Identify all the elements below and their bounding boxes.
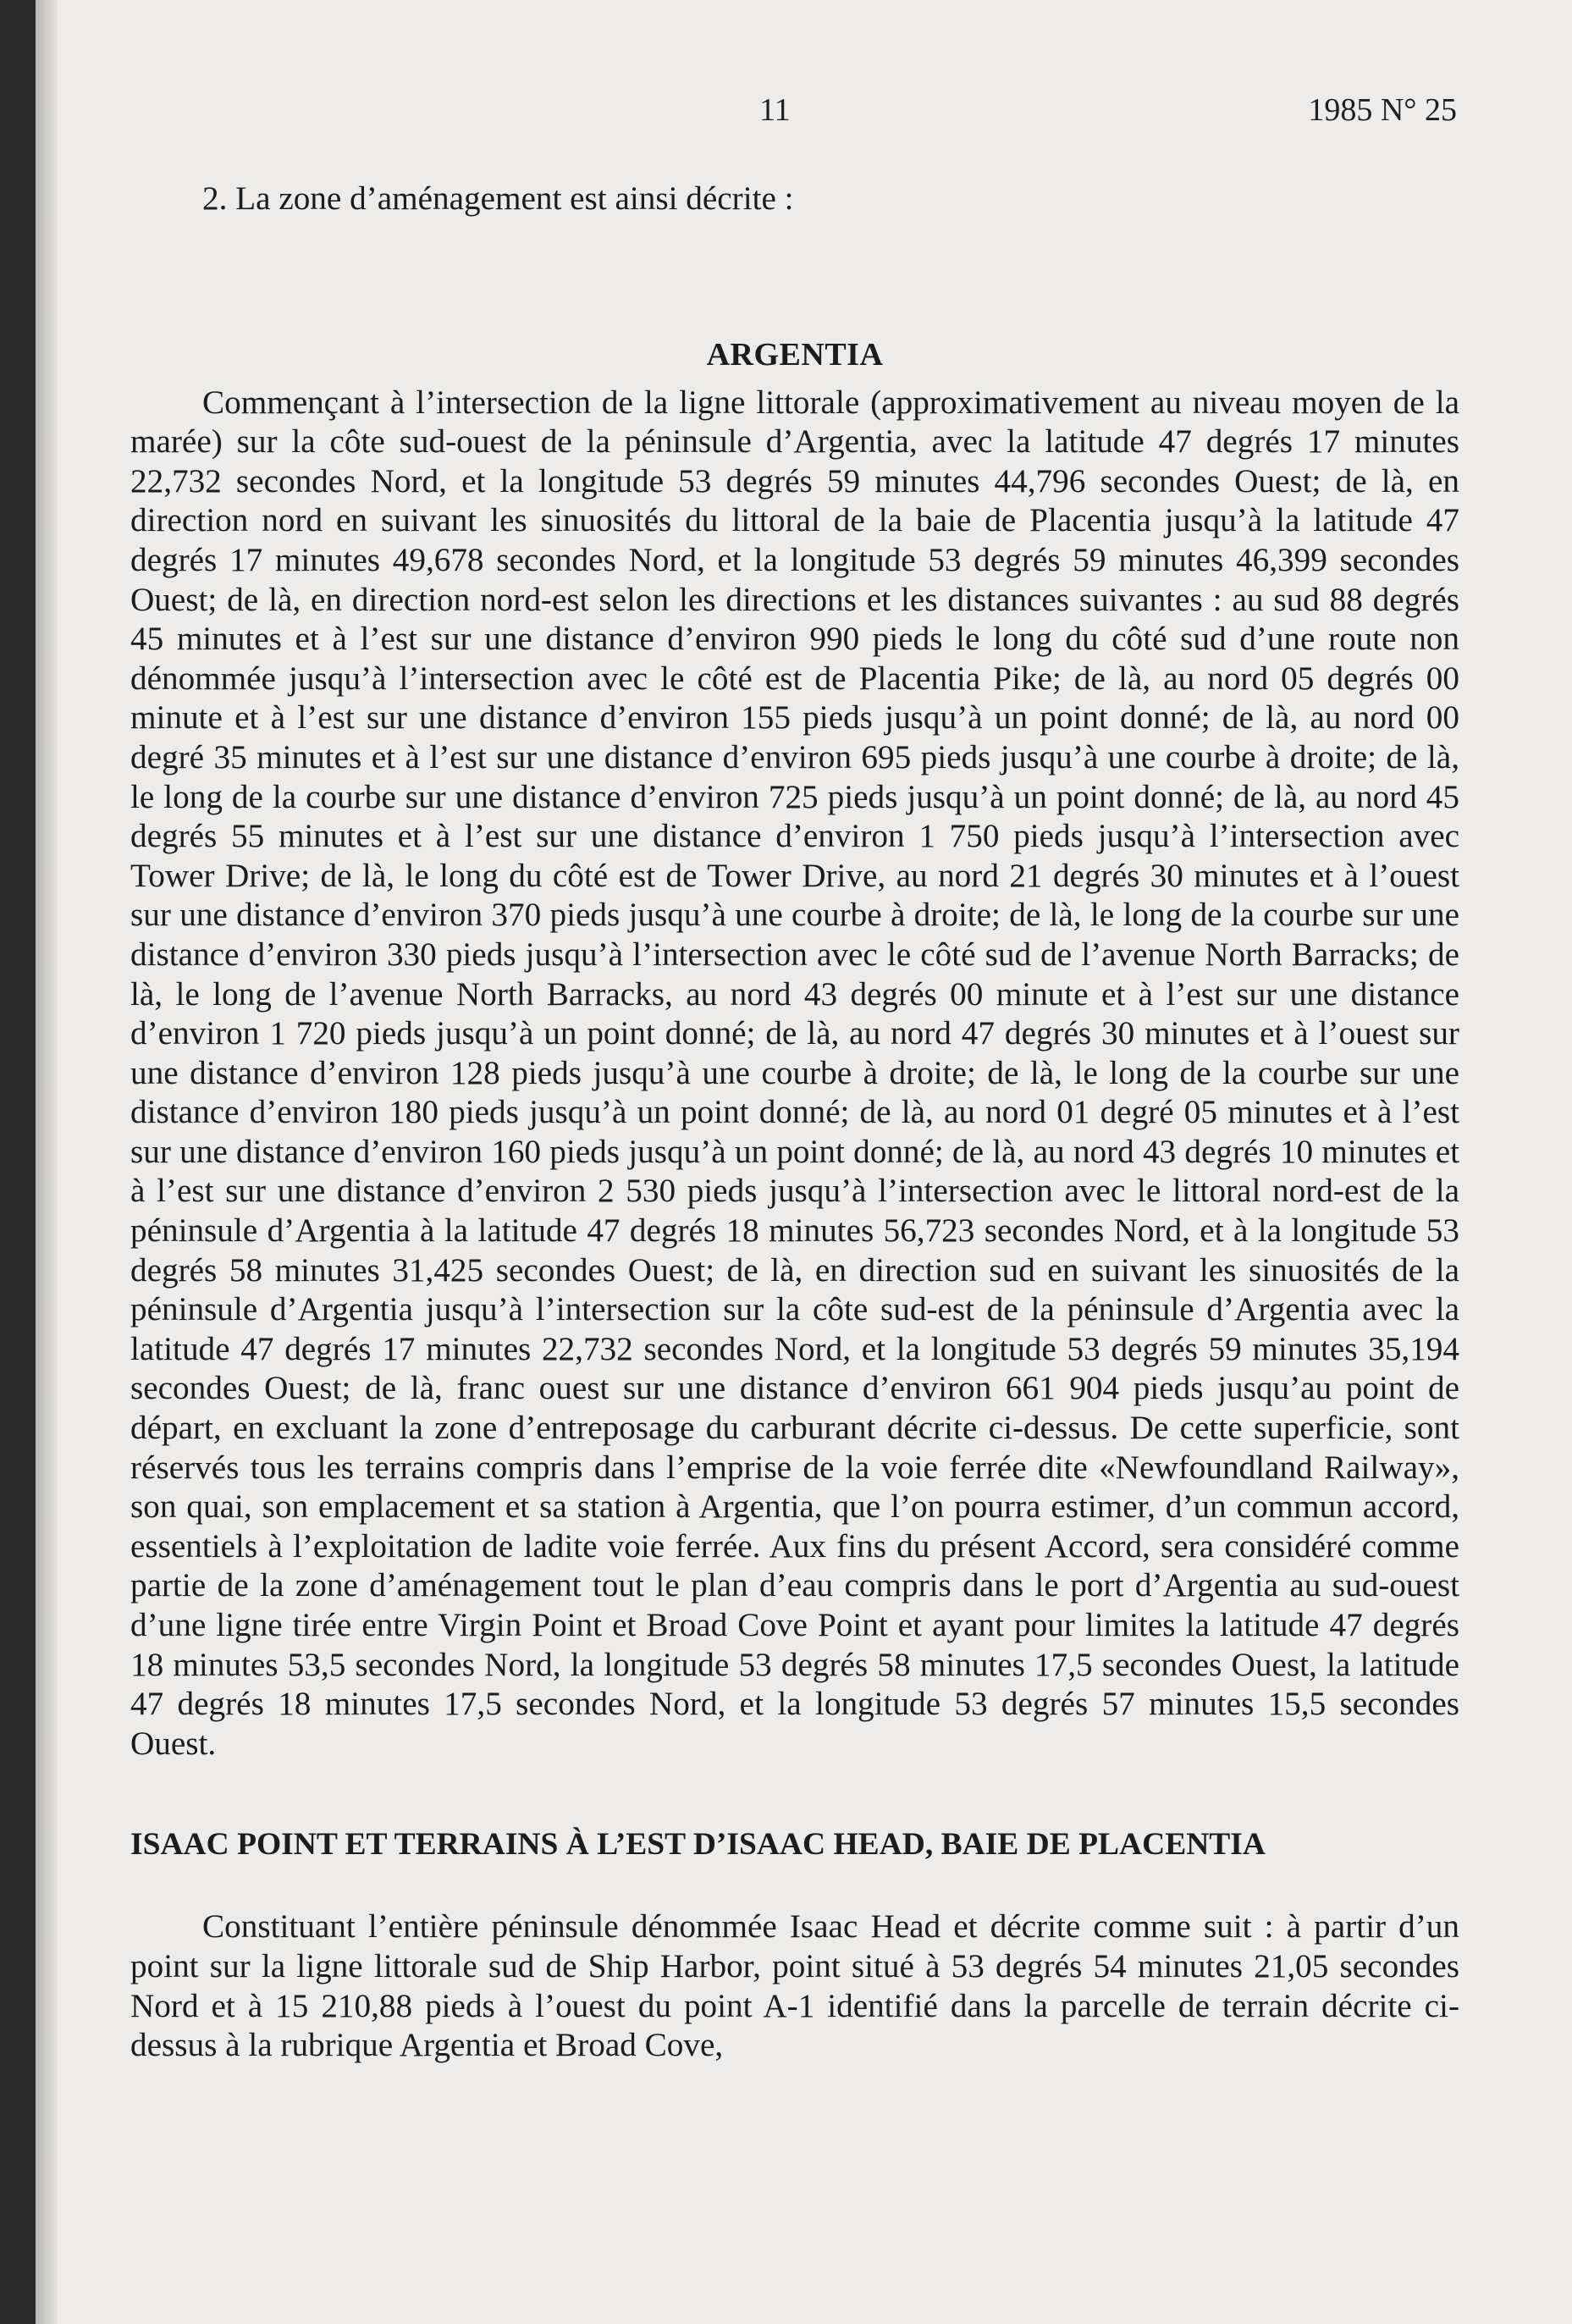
- page-binding-shadow: [36, 0, 58, 2324]
- document-page: [36, 0, 1572, 2324]
- document-reference: 1985 N° 25: [1308, 92, 1457, 128]
- page-body: [130, 179, 1459, 2066]
- running-header: [36, 91, 1572, 142]
- intro-paragraph: 2. La zone d’aménagement est ainsi décrite :: [202, 180, 794, 217]
- section-paragraph-argentia: Commençant à l’intersection de la ligne littorale (approximativement au niveau moyen de la marée) sur la côte sud-ouest de la péninsule d’Argentia, avec la latitude 47 degrés 17 minutes 22,732 secondes Nord, et la longitude 53 degrés 59 minutes 44,796 secondes Ouest; de là, en direction nord en suivant les sinuosités du littoral de la baie de Placentia jusqu’à la latitude 47 degrés 17 minutes 49,678 secondes Nord, et la longitude 53 degrés 59 minutes 46,399 secondes Ouest; de là, en direction nord-est selon les directions et les distances suivantes : au sud 88 degrés 45 minutes et à l’est sur une distance d’environ 990 pieds le long du côté sud d’une route non dénommée jusqu’à l’intersection avec le côté est de Placentia Pike; de là, au nord 05 degrés 00 minute et à l’est sur une distance d’environ 155 pieds jusqu’à un point donné; de là, au nord 00 degré 35 minutes et à l’est sur une distance d’environ 695 pieds jusqu’à une courbe à droite; de là, le long de la courbe sur une distance d’environ 725 pieds jusqu’à un point donné; de là, au nord 45 degrés 55 minutes et à l’est sur une distance d’environ 1 750 pieds jusqu’à l’intersection avec Tower Drive; de là, le long du côté est de Tower Drive, au nord 21 degrés 30 minutes et à l’ouest sur une distance d’environ 370 pieds jusqu’à une courbe à droite; de là, le long de la courbe sur une distance d’environ 330 pieds jusqu’à l’intersection avec le côté sud de l’avenue North Barracks; de là, le long de l’avenue North Barracks, au nord 43 degrés 00 minute et à l’est sur une distance d’environ 1 720 pieds jusqu’à un point donné; de là, au nord 47 degrés 30 minutes et à l’ouest sur une distance d’environ 128 pieds jusqu’à une courbe à droite; de là, le long de la courbe sur une distance d’environ 180 pieds jusqu’à un point donné; de là, au nord 01 degré 05 minutes et à l’est sur une distance d’environ 160 pieds jusqu’à un point donné; de là, au nord 43 degrés 10 minutes et à l’est sur une distance d’environ 2 530 pieds jusqu’à l’intersection avec le littoral nord-est de la péninsule d’Argentia à la latitude 47 degrés 18 minutes 56,723 secondes Nord, et à la longitude 53 degrés 58 minutes 31,425 secondes Ouest; de là, en direction sud en suivant les sinuosités de la péninsule d’Argentia jusqu’à l’intersection sur la côte sud-est de la péninsule d’Argentia avec la latitude 47 degrés 17 minutes 22,732 secondes Nord, et la longitude 53 degrés 59 minutes 35,194 secondes Ouest; de là, franc ouest sur une distance d’environ 661 904 pieds jusqu’au point de départ, en excluant la zone d’entreposage du carburant décrite ci-dessus. De cette superficie, sont réservés tous les terrains compris dans l’emprise de la voie ferrée dite «Newfoundland Railway», son quai, son emplacement et sa station à Argentia, que l’on pourra estimer, d’un commun accord, essentiels à l’exploitation de ladite voie ferrée. Aux fins du présent Accord, sera considéré comme partie de la zone d’aménagement tout le plan d’eau compris dans le port d’Argentia au sud-ouest d’une ligne tirée entre Virgin Point et Broad Cove Point et ayant pour limites la latitude 47 degrés 18 minutes 53,5 secondes Nord, la longitude 53 degrés 58 minutes 17,5 secondes Ouest, la latitude 47 degrés 18 minutes 17,5 secondes Nord, et la longitude 53 degrés 57 minutes 15,5 secondes Ouest.: [130, 384, 1459, 1762]
- section-paragraph-isaac-point: Constituant l’entière péninsule dénommée Isaac Head et décrite comme suit : à partir d’un point sur la ligne littorale sud de Ship Harbor, point situé à 53 degrés 54 minutes 21,05 secondes Nord et à 15 210,88 pieds à l’ouest du point A-1 identifié dans la parcelle de terrain décrite ci-dessus à la rubrique Argentia et Broad Cove,: [130, 1908, 1459, 2064]
- section-title-argentia: ARGENTIA: [706, 336, 884, 373]
- page-number: 11: [759, 92, 791, 128]
- section-title-isaac-point: ISAAC POINT ET TERRAINS À L’EST D’ISAAC HEAD, BAIE DE PLACENTIA: [130, 1827, 1266, 1863]
